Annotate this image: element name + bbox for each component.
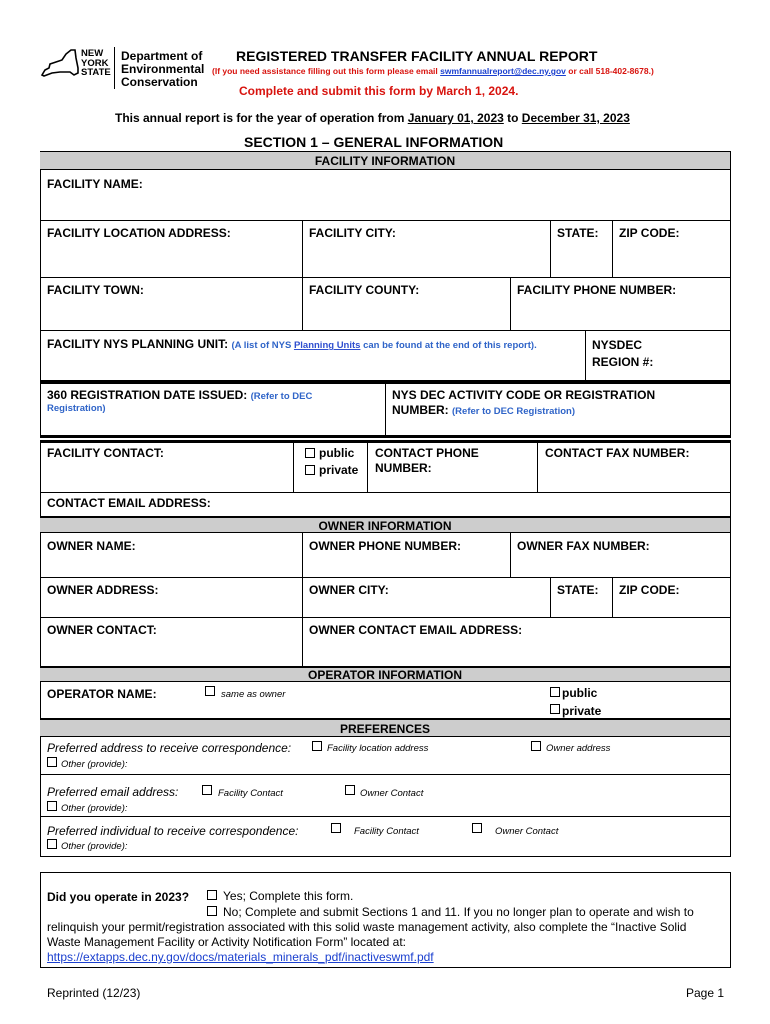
facility-location-address-label: FACILITY LOCATION ADDRESS: (47, 226, 231, 240)
owner-address-label: OWNER ADDRESS: (47, 583, 159, 597)
deadline-notice: Complete and submit this form by March 1, 2024. (239, 84, 519, 98)
inactive-form-link[interactable]: https://extapps.dec.ny.gov/docs/materials_minerals_pdf/inactiveswmf.pdf (47, 950, 434, 964)
row-divider (40, 774, 731, 775)
owner-name-label: OWNER NAME: (47, 539, 136, 553)
logo-department-text (121, 50, 204, 89)
row-divider (40, 617, 731, 618)
logo-divider (114, 47, 115, 89)
row-divider (40, 577, 731, 578)
registration-date-note-a: (Refer to DEC (250, 391, 313, 402)
facility-county-label: FACILITY COUNTY: (309, 283, 420, 297)
assistance-note (212, 66, 654, 76)
logo-line-environmental: Environmental (121, 62, 205, 76)
pref-individual-facility-checkbox[interactable] (331, 823, 341, 833)
contact-email-label: CONTACT EMAIL ADDRESS: (47, 496, 211, 510)
facility-contact-label: FACILITY CONTACT: (47, 446, 164, 460)
pref-address-facility-label: Facility location address (327, 743, 429, 754)
contact-phone-line2: NUMBER: (375, 461, 432, 475)
reporting-period (115, 111, 630, 125)
activity-code-label: NYS DEC ACTIVITY CODE OR REGISTRATION (392, 388, 656, 402)
operator-public-checkbox[interactable] (550, 687, 560, 697)
owner-contact-email-label: OWNER CONTACT EMAIL ADDRESS: (309, 623, 523, 637)
operator-public-label: public (562, 686, 598, 700)
region-line1: NYSDEC (592, 338, 643, 352)
contact-phone-label (375, 446, 479, 476)
owner-contact-label: OWNER CONTACT: (47, 623, 157, 637)
planning-units-link[interactable]: Planning Units (293, 340, 361, 351)
contact-phone-line1: CONTACT PHONE (375, 446, 479, 460)
contact-public-label: public (319, 446, 355, 460)
logo-line-state: STATE (81, 67, 111, 78)
owner-city-label: OWNER CITY: (309, 583, 389, 597)
col-divider (385, 381, 386, 438)
col-divider (550, 577, 551, 617)
operate-yes-checkbox[interactable] (207, 890, 217, 900)
report-title: REGISTERED TRANSFER FACILITY ANNUAL REPORT (236, 48, 598, 64)
pref-email-owner-label: Owner Contact (360, 788, 424, 799)
activity-number-text: NUMBER: (392, 403, 449, 417)
planning-note-prefix: (A list of NYS (231, 340, 294, 351)
col-divider (612, 577, 613, 617)
logo-line-new: NEW (81, 48, 104, 59)
col-divider (367, 440, 368, 492)
facility-name-label: FACILITY NAME: (47, 177, 143, 191)
row-divider (40, 492, 731, 493)
pref-individual-owner-label: Owner Contact (495, 826, 559, 837)
pref-individual-other-label: Other (provide): (61, 841, 128, 852)
pref-email-other-checkbox[interactable] (47, 801, 57, 811)
operate-no-checkbox[interactable] (207, 906, 217, 916)
owner-zip-label: ZIP CODE: (619, 583, 680, 597)
period-mid: to (503, 111, 522, 125)
contact-private-checkbox[interactable] (305, 465, 315, 475)
pref-address-owner-label: Owner address (546, 743, 611, 754)
col-divider (612, 220, 613, 277)
col-divider (302, 577, 303, 617)
pref-individual-other-checkbox[interactable] (47, 839, 57, 849)
facility-zip-label: ZIP CODE: (619, 226, 680, 240)
planning-unit-text: FACILITY NYS PLANNING UNIT: (47, 337, 229, 351)
operator-name-label: OPERATOR NAME: (47, 687, 157, 701)
operator-private-checkbox[interactable] (550, 704, 560, 714)
section1-title: SECTION 1 – GENERAL INFORMATION (244, 134, 504, 150)
pref-individual-facility-label: Facility Contact (354, 826, 419, 837)
reprinted-date: Reprinted (12/23) (47, 986, 141, 1000)
pref-email-facility-label: Facility Contact (218, 788, 283, 799)
assistance-suffix: or call 518-402-8678.) (565, 66, 654, 76)
pref-address-other-label: Other (provide): (61, 759, 128, 770)
pref-email-question: Preferred email address: (47, 785, 179, 799)
pref-email-owner-checkbox[interactable] (345, 785, 355, 795)
activity-code-note: (Refer to DEC Registration) (452, 406, 575, 417)
registration-date-text: 360 REGISTRATION DATE ISSUED: (47, 388, 248, 402)
pref-individual-question: Preferred individual to receive correspondence: (47, 824, 299, 838)
row-divider (40, 220, 731, 221)
planning-unit-label (47, 337, 537, 351)
operate-question: Did you operate in 2023? (47, 890, 190, 904)
period-prefix: This annual report is for the year of operation from (115, 111, 408, 125)
planning-unit-note (231, 340, 536, 351)
pref-address-question: Preferred address to receive correspondence: (47, 741, 292, 755)
operate-no-line1: No; Complete and submit Sections 1 and 11. If you no longer plan to operate and wish to (223, 905, 694, 919)
col-divider (302, 617, 303, 667)
new-york-state-outline-icon (40, 48, 82, 78)
facility-town-label: FACILITY TOWN: (47, 283, 144, 297)
owner-phone-label: OWNER PHONE NUMBER: (309, 539, 461, 553)
assistance-prefix: (If you need assistance filling out this form please email (212, 66, 441, 76)
pref-email-other-label: Other (provide): (61, 803, 128, 814)
logo-state-text (81, 49, 111, 78)
page-number: Page 1 (686, 986, 725, 1000)
col-divider (302, 220, 303, 277)
facility-state-label: STATE: (557, 226, 599, 240)
preferences-band-label: PREFERENCES (339, 722, 431, 736)
nysdec-region-label (592, 337, 653, 371)
logo-line-york: YORK (81, 57, 109, 69)
row-divider (40, 277, 731, 278)
contact-private-label: private (319, 463, 359, 477)
col-divider (510, 533, 511, 577)
contact-fax-label: CONTACT FAX NUMBER: (545, 446, 690, 460)
pref-email-facility-checkbox[interactable] (202, 785, 212, 795)
col-divider (302, 277, 303, 330)
registration-date-note-b: Registration) (47, 403, 106, 414)
col-divider (537, 440, 538, 492)
pref-individual-owner-checkbox[interactable] (472, 823, 482, 833)
col-divider (550, 220, 551, 277)
operator-info-band-label: OPERATOR INFORMATION (308, 668, 462, 682)
col-divider (510, 277, 511, 330)
row-divider (40, 816, 731, 817)
owner-info-band-label: OWNER INFORMATION (318, 519, 452, 533)
facility-info-band-label: FACILITY INFORMATION (314, 154, 456, 168)
operate-no-line3: Waste Management Facility or Activity Notification Form” located at: (47, 935, 407, 949)
registration-date-label (47, 388, 312, 402)
pref-address-facility-checkbox[interactable] (312, 741, 322, 751)
col-divider (585, 330, 586, 381)
logo-line-conservation: Conservation (121, 75, 198, 89)
planning-note-suffix: can be found at the end of this report). (360, 340, 537, 351)
operator-private-label: private (562, 704, 602, 718)
contact-public-checkbox[interactable] (305, 448, 315, 458)
row-divider (40, 330, 731, 331)
activity-code-label-2 (392, 403, 575, 417)
period-start: January 01, 2023 (407, 111, 504, 125)
same-as-owner-label: same as owner (221, 689, 286, 700)
assistance-email-link[interactable]: swmfannualreport@dec.ny.gov (440, 66, 566, 76)
operate-yes-label: Yes; Complete this form. (223, 889, 354, 903)
same-as-owner-checkbox[interactable] (205, 686, 215, 696)
period-end: December 31, 2023 (521, 111, 630, 125)
operate-no-line2: relinquish your permit/registration associated with this solid waste management activity, also complete the “Inactive Solid (47, 920, 687, 934)
facility-phone-label: FACILITY PHONE NUMBER: (517, 283, 677, 297)
owner-fax-label: OWNER FAX NUMBER: (517, 539, 650, 553)
pref-address-owner-checkbox[interactable] (531, 741, 541, 751)
facility-city-label: FACILITY CITY: (309, 226, 396, 240)
region-line2: REGION #: (592, 355, 654, 369)
col-divider (293, 440, 294, 492)
pref-address-other-checkbox[interactable] (47, 757, 57, 767)
logo-line-department: Department of (121, 49, 203, 63)
owner-state-label: STATE: (557, 583, 599, 597)
col-divider (302, 533, 303, 577)
